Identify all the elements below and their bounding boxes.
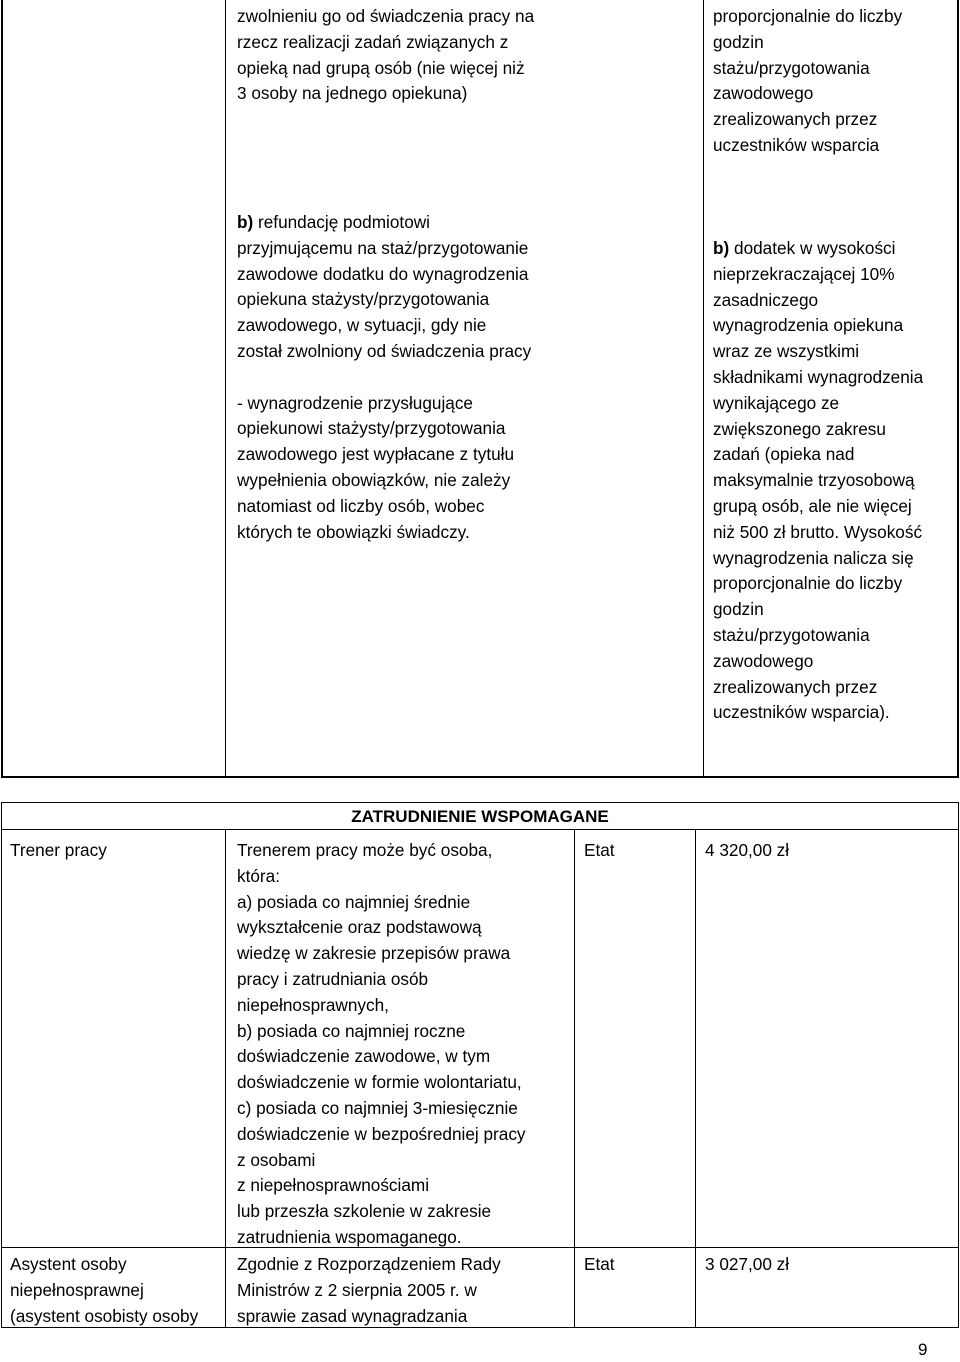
position-requirements: Zgodnie z Rozporządzeniem Rady Ministrów z 2 sierpnia 2005 r. w sprawie zasad wynagradzania: [237, 1254, 501, 1326]
lower-table-col-divider-1: [225, 829, 226, 1328]
lower-table-col-divider-3: [695, 829, 696, 1328]
lower-table-col-divider-2: [574, 829, 575, 1328]
upper-table-bottom-border: [1, 776, 959, 778]
salary-amount: 3 027,00 zł: [705, 1254, 790, 1274]
upper-row1-description: zwolnieniu go od świadczenia pracy na rzecz realizacji zadań związanych z opieką nad grupą osób (nie więcej niż 3 osoby na jednego opiekuna): [237, 6, 535, 104]
lower-table-header-divider: [1, 829, 959, 830]
upper-table-left-border: [1, 0, 3, 778]
item-label-b: b): [237, 212, 254, 232]
upper-row2-description: [237, 210, 697, 545]
upper-row2-description-text: refundację podmiotowi przyjmującemu na staż/przygotowanie zawodowe dodatku do wynagrodzenia opiekuna stażysty/przygotowania zawodowego, w sytuacji, gdy nie został zwolniony od świadczenia pracy - wynagrodzenie przysługujące opiekunowi stażysty/przygotowania zawodowego jest wypłacane z tytułu wypełnienia obowiązków, nie zależy natomiast od liczby osób, wobec których te obowiązki świadczy.: [237, 212, 532, 542]
salary-amount: 4 320,00 zł: [705, 840, 790, 860]
upper-table-col-divider-2: [703, 0, 704, 778]
employment-unit: Etat: [584, 840, 615, 860]
upper-row2-note: [713, 236, 953, 726]
upper-row2-note-text: dodatek w wysokości nieprzekraczającej 10% zasadniczego wynagrodzenia opiekuna wraz ze wszystkimi składnikami wynagrodzenia wynikającego ze zwiększonego zakresu zadań (opieka nad maksymalnie trzyosobową grupą osób, ale nie więcej niż 500 zł brutto. Wysokość wynagrodzenia nalicza się proporcjonalnie do liczby godzin stażu/przygotowania zawodowego zrealizowanych przez uczestników wsparcia).: [713, 238, 924, 723]
position-name: Trener pracy: [10, 840, 107, 860]
page-number: 9: [918, 1340, 928, 1359]
employment-unit: Etat: [584, 1254, 615, 1274]
section-title: ZATRUDNIENIE WSPOMAGANE: [351, 807, 609, 826]
upper-table-col-divider-1: [225, 0, 226, 778]
lower-table-right-border: [958, 802, 959, 1328]
lower-table-top-border: [1, 802, 959, 803]
position-requirements: Trenerem pracy może być osoba, która: a) posiada co najmniej średnie wykształcenie oraz podstawową wiedzę w zakresie przepisów prawa pracy i zatrudniania osób niepełnosprawnych, b) posiada co najmniej roczne doświadczenie zawodowe, w tym doświadczenie w formie wolontariatu, c) posiada co najmniej 3-miesięcznie doświadczenie w bezpośredniej pracy z osobami z niepełnosprawnościami lub przeszła szkolenie w zakresie zatrudnienia wspomaganego.: [237, 840, 526, 1247]
position-name: Asystent osoby niepełnosprawnej (asystent osobisty osoby: [10, 1254, 199, 1326]
lower-table-left-border: [1, 802, 2, 1328]
item-label-b: b): [713, 238, 730, 258]
upper-table-right-border: [957, 0, 959, 778]
upper-row1-note: proporcjonalnie do liczby godzin stażu/przygotowania zawodowego zrealizowanych przez uczestników wsparcia: [713, 6, 903, 155]
